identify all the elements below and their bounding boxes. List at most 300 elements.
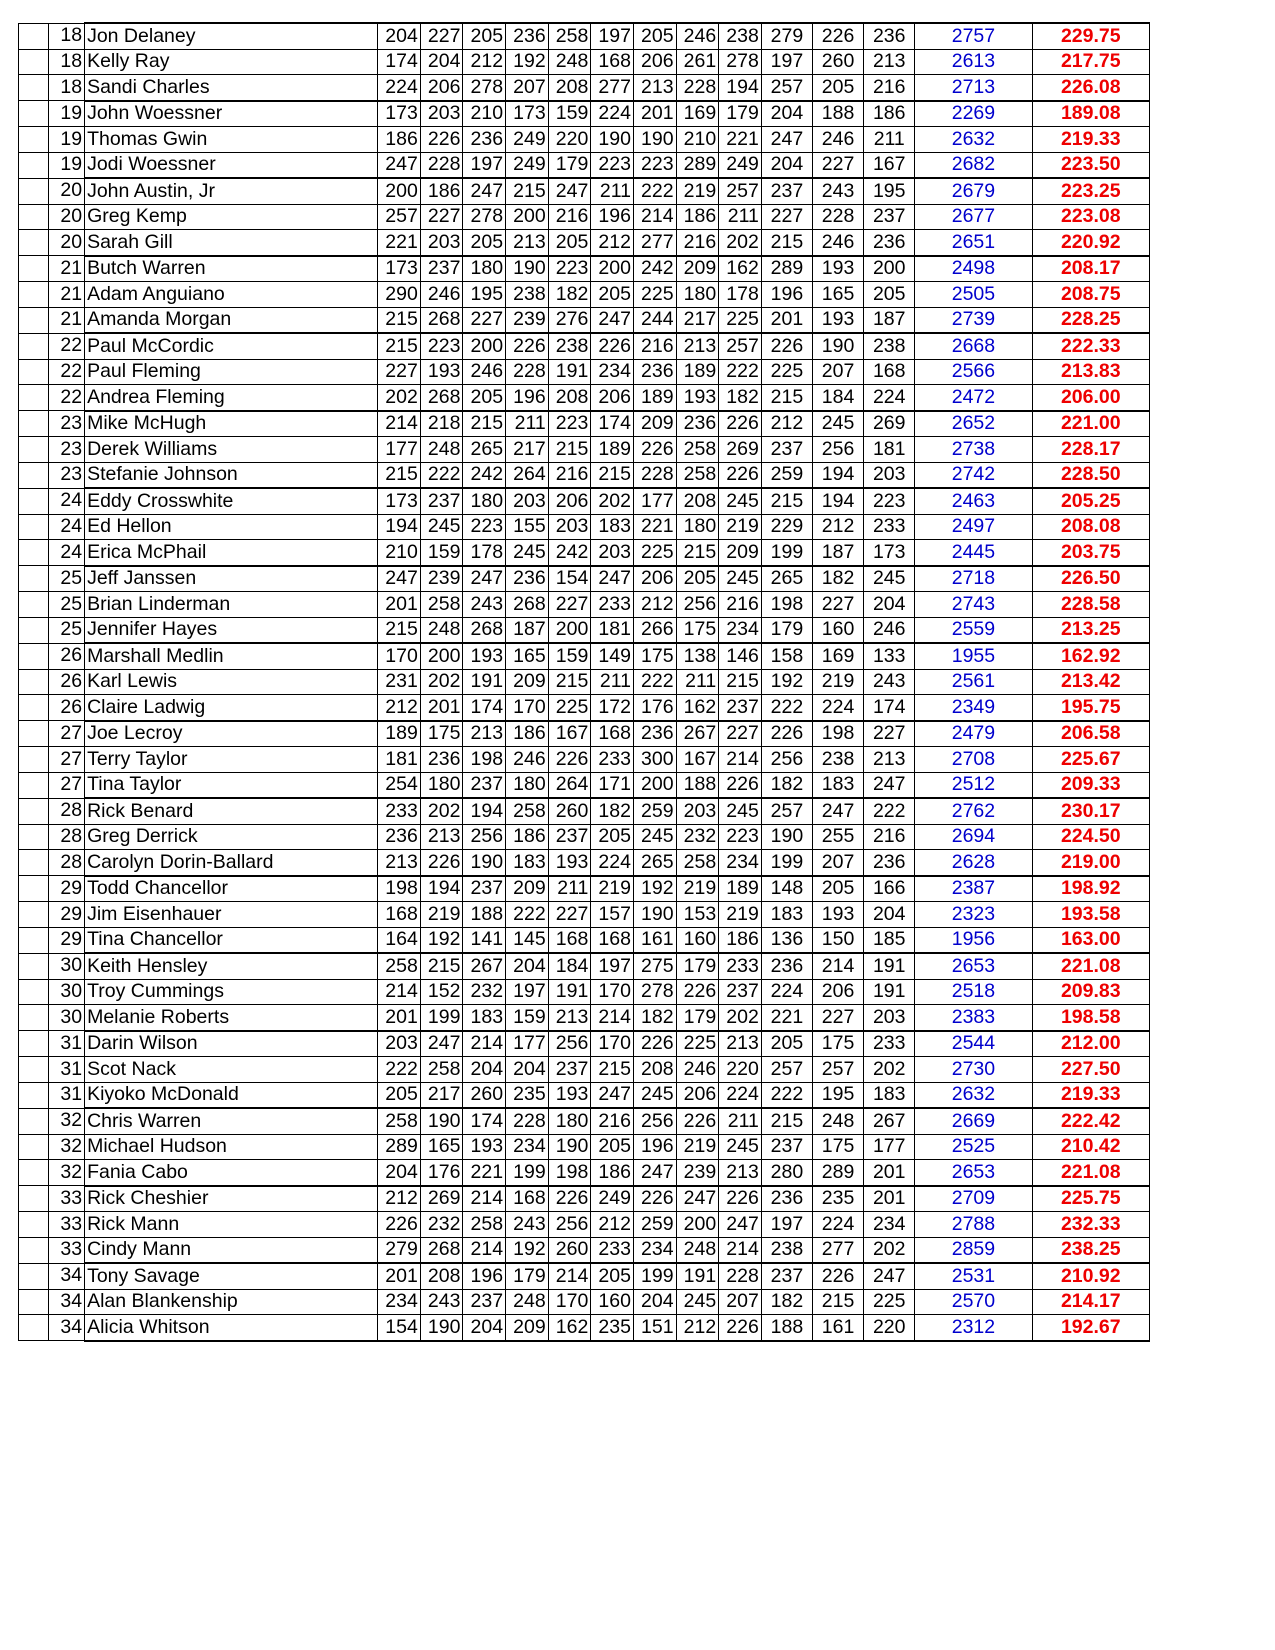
table-row [19,1289,1150,1315]
game-score-4: 238 [506,282,549,308]
series-total: 2561 [915,669,1032,695]
game-score-2: 222 [420,462,463,488]
game-score-2: 190 [420,1108,463,1134]
game-score-3: 242 [463,462,506,488]
game-score-9: 226 [719,1315,762,1341]
series-total: 2559 [915,617,1032,643]
game-score-9: 222 [719,359,762,385]
game-score-11: 165 [813,282,864,308]
series-total: 2518 [915,979,1032,1005]
game-score-10: 222 [761,1082,812,1108]
game-score-2: 239 [420,566,463,592]
game-score-5: 191 [548,979,591,1005]
row-gutter [19,385,49,411]
game-score-12: 205 [864,282,915,308]
game-score-2: 268 [420,307,463,333]
game-score-3: 200 [463,333,506,359]
game-score-11: 219 [813,669,864,695]
bowler-name: Melanie Roberts [85,1005,378,1031]
game-score-6: 211 [591,669,634,695]
table-row [19,695,1150,721]
game-score-5: 215 [548,669,591,695]
game-score-6: 206 [591,385,634,411]
game-score-4: 249 [506,127,549,153]
game-score-4: 207 [506,75,549,101]
game-score-11: 161 [813,1315,864,1341]
game-score-6: 174 [591,411,634,437]
game-score-9: 234 [719,617,762,643]
game-score-1: 215 [378,333,421,359]
row-gutter [19,592,49,618]
game-score-2: 258 [420,592,463,618]
table-row [19,385,1150,411]
game-score-10: 197 [761,1212,812,1238]
game-score-8: 208 [676,488,719,514]
series-average: 210.92 [1032,1263,1149,1289]
row-gutter [19,488,49,514]
game-score-8: 215 [676,540,719,566]
table-row [19,101,1150,127]
game-score-8: 138 [676,643,719,669]
game-score-6: 197 [591,23,634,49]
series-total: 2628 [915,850,1032,876]
game-score-3: 194 [463,798,506,824]
table-row [19,437,1150,463]
game-score-4: 264 [506,462,549,488]
game-score-9: 211 [719,1108,762,1134]
game-score-6: 149 [591,643,634,669]
game-score-7: 206 [633,49,676,75]
game-score-6: 224 [591,850,634,876]
game-score-2: 269 [420,1186,463,1212]
game-score-5: 227 [548,592,591,618]
table-row [19,592,1150,618]
game-score-8: 210 [676,127,719,153]
game-score-9: 221 [719,127,762,153]
table-row [19,953,1150,979]
game-score-7: 161 [633,927,676,953]
game-score-10: 215 [761,488,812,514]
game-score-4: 209 [506,1315,549,1341]
game-score-9: 224 [719,1082,762,1108]
game-score-3: 204 [463,1315,506,1341]
game-score-3: 223 [463,514,506,540]
game-score-10: 212 [761,411,812,437]
game-score-4: 173 [506,101,549,127]
game-score-12: 237 [864,204,915,230]
row-gutter [19,178,49,204]
game-score-7: 213 [633,75,676,101]
game-score-5: 203 [548,514,591,540]
bowler-name: Tony Savage [85,1263,378,1289]
game-score-8: 258 [676,462,719,488]
row-gutter [19,1315,49,1341]
row-gutter [19,669,49,695]
game-score-6: 205 [591,1263,634,1289]
game-score-4: 258 [506,798,549,824]
game-score-4: 204 [506,1057,549,1083]
game-score-3: 278 [463,204,506,230]
game-score-1: 258 [378,1108,421,1134]
squad-number: 27 [48,772,84,798]
game-score-5: 159 [548,643,591,669]
game-score-7: 265 [633,850,676,876]
game-score-4: 145 [506,927,549,953]
game-score-6: 186 [591,1160,634,1186]
series-average: 198.58 [1032,1005,1149,1031]
series-average: 229.75 [1032,23,1149,49]
game-score-7: 245 [633,1082,676,1108]
game-score-11: 193 [813,256,864,282]
game-score-11: 182 [813,566,864,592]
row-gutter [19,1057,49,1083]
game-score-10: 224 [761,979,812,1005]
game-score-11: 187 [813,540,864,566]
game-score-8: 217 [676,307,719,333]
game-score-7: 225 [633,540,676,566]
game-score-11: 226 [813,23,864,49]
table-row [19,1031,1150,1057]
game-score-8: 258 [676,437,719,463]
game-score-4: 192 [506,49,549,75]
game-score-6: 214 [591,1005,634,1031]
game-score-8: 216 [676,230,719,256]
game-score-12: 224 [864,385,915,411]
bowler-name: Joe Lecroy [85,721,378,747]
game-score-6: 233 [591,1237,634,1263]
game-score-4: 213 [506,230,549,256]
game-score-8: 239 [676,1160,719,1186]
series-total: 2762 [915,798,1032,824]
game-score-2: 186 [420,178,463,204]
series-average: 189.08 [1032,101,1149,127]
game-score-3: 237 [463,1289,506,1315]
series-average: 210.42 [1032,1134,1149,1160]
row-gutter [19,953,49,979]
game-score-8: 180 [676,282,719,308]
series-total: 2730 [915,1057,1032,1083]
game-score-11: 289 [813,1160,864,1186]
game-score-8: 219 [676,1134,719,1160]
row-gutter [19,333,49,359]
squad-number: 26 [48,669,84,695]
game-score-1: 215 [378,462,421,488]
squad-number: 24 [48,514,84,540]
game-score-4: 183 [506,850,549,876]
game-score-6: 223 [591,152,634,178]
game-score-2: 248 [420,437,463,463]
game-score-6: 172 [591,695,634,721]
game-score-1: 247 [378,566,421,592]
game-score-7: 259 [633,1212,676,1238]
squad-number: 23 [48,411,84,437]
game-score-8: 225 [676,1031,719,1057]
squad-number: 31 [48,1031,84,1057]
game-score-12: 201 [864,1160,915,1186]
game-score-7: 214 [633,204,676,230]
game-score-3: 183 [463,1005,506,1031]
squad-number: 30 [48,979,84,1005]
game-score-10: 196 [761,282,812,308]
game-score-3: 215 [463,411,506,437]
game-score-9: 245 [719,798,762,824]
game-score-12: 223 [864,488,915,514]
game-score-5: 168 [548,927,591,953]
game-score-2: 202 [420,669,463,695]
game-score-4: 249 [506,152,549,178]
game-score-7: 209 [633,411,676,437]
bowler-name: Claire Ladwig [85,695,378,721]
game-score-9: 226 [719,1186,762,1212]
game-score-8: 226 [676,1108,719,1134]
game-score-4: 217 [506,437,549,463]
row-gutter [19,902,49,928]
game-score-6: 205 [591,824,634,850]
squad-number: 30 [48,1005,84,1031]
squad-number: 23 [48,437,84,463]
squad-number: 31 [48,1082,84,1108]
game-score-10: 226 [761,333,812,359]
series-average: 220.92 [1032,230,1149,256]
series-total: 2387 [915,876,1032,902]
game-score-1: 173 [378,101,421,127]
series-total: 2788 [915,1212,1032,1238]
game-score-1: 279 [378,1237,421,1263]
game-score-12: 246 [864,617,915,643]
game-score-10: 158 [761,643,812,669]
game-score-4: 222 [506,902,549,928]
game-score-9: 220 [719,1057,762,1083]
game-score-4: 236 [506,23,549,49]
game-score-4: 177 [506,1031,549,1057]
series-average: 225.75 [1032,1186,1149,1212]
game-score-8: 267 [676,721,719,747]
game-score-10: 148 [761,876,812,902]
table-row [19,256,1150,282]
series-total: 2323 [915,902,1032,928]
squad-number: 21 [48,307,84,333]
game-score-12: 204 [864,592,915,618]
game-score-10: 257 [761,798,812,824]
game-score-12: 185 [864,927,915,953]
game-score-3: 237 [463,772,506,798]
game-score-1: 233 [378,798,421,824]
squad-number: 26 [48,643,84,669]
squad-number: 32 [48,1134,84,1160]
game-score-7: 190 [633,127,676,153]
game-score-12: 216 [864,75,915,101]
game-score-6: 181 [591,617,634,643]
series-total: 2743 [915,592,1032,618]
game-score-6: 233 [591,747,634,773]
row-gutter [19,927,49,953]
squad-number: 20 [48,178,84,204]
row-gutter [19,49,49,75]
row-gutter [19,411,49,437]
game-score-4: 215 [506,178,549,204]
game-score-2: 194 [420,876,463,902]
game-score-8: 226 [676,979,719,1005]
series-total: 2668 [915,333,1032,359]
bowler-name: Rick Cheshier [85,1186,378,1212]
game-score-9: 237 [719,979,762,1005]
game-score-5: 216 [548,462,591,488]
row-gutter [19,127,49,153]
game-score-5: 206 [548,488,591,514]
series-total: 2479 [915,721,1032,747]
squad-number: 18 [48,49,84,75]
game-score-5: 226 [548,1186,591,1212]
game-score-8: 228 [676,75,719,101]
table-row [19,49,1150,75]
series-total: 2613 [915,49,1032,75]
game-score-3: 190 [463,850,506,876]
squad-number: 18 [48,23,84,49]
game-score-12: 238 [864,333,915,359]
row-gutter [19,772,49,798]
game-score-2: 218 [420,411,463,437]
game-score-10: 222 [761,695,812,721]
series-average: 228.58 [1032,592,1149,618]
game-score-2: 203 [420,230,463,256]
row-gutter [19,204,49,230]
game-score-1: 215 [378,307,421,333]
series-average: 213.42 [1032,669,1149,695]
game-score-4: 248 [506,1289,549,1315]
game-score-3: 278 [463,75,506,101]
game-score-1: 213 [378,850,421,876]
squad-number: 32 [48,1108,84,1134]
series-average: 224.50 [1032,824,1149,850]
row-gutter [19,1237,49,1263]
game-score-10: 247 [761,127,812,153]
bowler-name: Paul McCordic [85,333,378,359]
series-total: 2742 [915,462,1032,488]
game-score-6: 247 [591,566,634,592]
table-row [19,1160,1150,1186]
series-total: 2718 [915,566,1032,592]
table-row [19,669,1150,695]
bowler-name: Jennifer Hayes [85,617,378,643]
game-score-11: 226 [813,1263,864,1289]
series-average: 163.00 [1032,927,1149,953]
bowler-name: Greg Kemp [85,204,378,230]
squad-number: 19 [48,101,84,127]
game-score-8: 203 [676,798,719,824]
game-score-5: 211 [548,876,591,902]
game-score-6: 212 [591,230,634,256]
game-score-5: 237 [548,824,591,850]
game-score-3: 193 [463,1134,506,1160]
bowler-name: John Austin, Jr [85,178,378,204]
game-score-7: 275 [633,953,676,979]
squad-number: 33 [48,1212,84,1238]
game-score-10: 215 [761,230,812,256]
game-score-11: 227 [813,1005,864,1031]
game-score-6: 197 [591,953,634,979]
game-score-12: 203 [864,462,915,488]
bowler-name: Ed Hellon [85,514,378,540]
game-score-4: 245 [506,540,549,566]
game-score-11: 246 [813,230,864,256]
game-score-10: 236 [761,953,812,979]
table-row [19,1057,1150,1083]
row-gutter [19,540,49,566]
game-score-12: 234 [864,1212,915,1238]
game-score-9: 257 [719,178,762,204]
series-total: 2757 [915,23,1032,49]
game-score-1: 214 [378,979,421,1005]
game-score-12: 202 [864,1237,915,1263]
game-score-4: 179 [506,1263,549,1289]
game-score-6: 190 [591,127,634,153]
game-score-1: 173 [378,256,421,282]
row-gutter [19,23,49,49]
game-score-7: 216 [633,333,676,359]
game-score-2: 190 [420,1315,463,1341]
bowler-name: Adam Anguiano [85,282,378,308]
bowler-name: Chris Warren [85,1108,378,1134]
table-row [19,850,1150,876]
game-score-5: 227 [548,902,591,928]
squad-number: 33 [48,1186,84,1212]
game-score-9: 238 [719,23,762,49]
squad-number: 29 [48,902,84,928]
game-score-3: 265 [463,437,506,463]
game-score-2: 202 [420,798,463,824]
bowler-name: Tina Taylor [85,772,378,798]
game-score-9: 228 [719,1263,762,1289]
table-row [19,1315,1150,1341]
game-score-8: 206 [676,1082,719,1108]
table-row [19,979,1150,1005]
series-average: 219.33 [1032,127,1149,153]
game-score-6: 170 [591,979,634,1005]
bowler-name: Alan Blankenship [85,1289,378,1315]
game-score-9: 245 [719,1134,762,1160]
game-score-10: 238 [761,1237,812,1263]
game-score-8: 162 [676,695,719,721]
game-score-12: 181 [864,437,915,463]
game-score-5: 208 [548,75,591,101]
game-score-10: 237 [761,437,812,463]
game-score-1: 214 [378,411,421,437]
bowler-name: Jeff Janssen [85,566,378,592]
series-average: 213.25 [1032,617,1149,643]
table-row [19,127,1150,153]
game-score-3: 247 [463,178,506,204]
squad-number: 23 [48,462,84,488]
game-score-6: 189 [591,437,634,463]
game-score-10: 229 [761,514,812,540]
game-score-12: 183 [864,1082,915,1108]
bowler-name: Eddy Crosswhite [85,488,378,514]
game-score-11: 183 [813,772,864,798]
game-score-10: 279 [761,23,812,49]
game-score-8: 186 [676,204,719,230]
series-average: 193.58 [1032,902,1149,928]
game-score-11: 160 [813,617,864,643]
series-total: 2570 [915,1289,1032,1315]
game-score-9: 225 [719,307,762,333]
game-score-5: 225 [548,695,591,721]
game-score-1: 210 [378,540,421,566]
game-score-5: 238 [548,333,591,359]
row-gutter [19,1031,49,1057]
game-score-5: 154 [548,566,591,592]
game-score-9: 202 [719,1005,762,1031]
game-score-3: 268 [463,617,506,643]
